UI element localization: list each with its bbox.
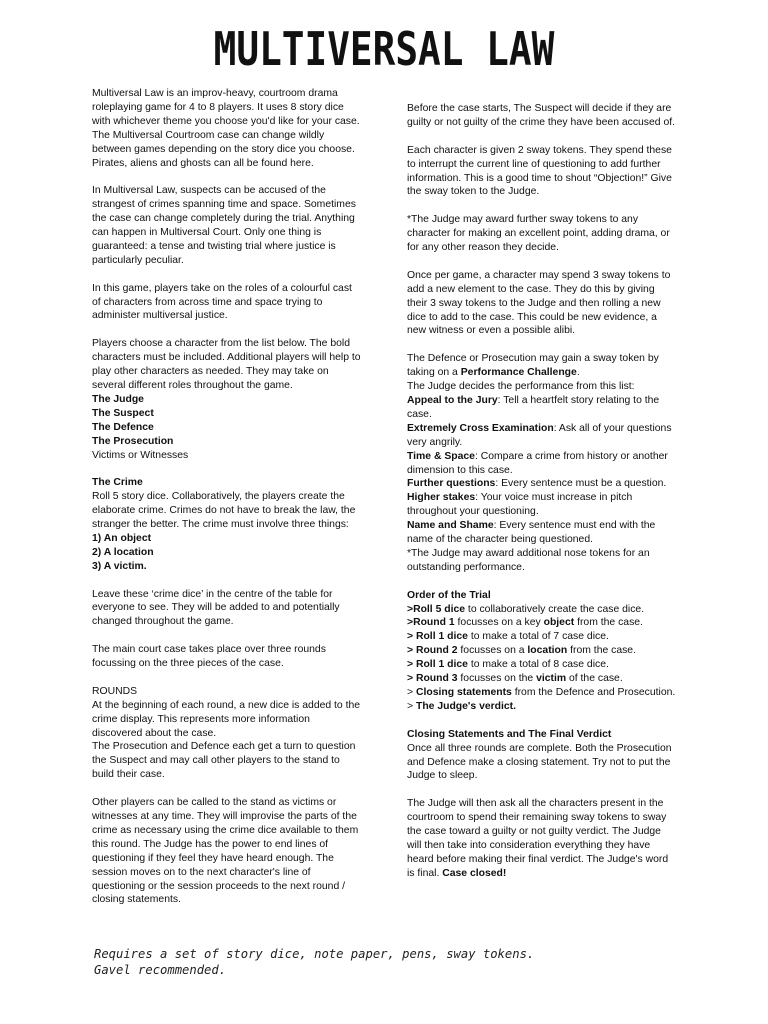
challenge-item (407, 477, 677, 491)
challenge-name: Higher stakes (407, 492, 476, 504)
case-closed-text: Case closed! (442, 867, 507, 879)
order-step (407, 616, 677, 630)
closing-statements-term: Closing statements (415, 686, 512, 698)
order-step-focus: location (527, 645, 568, 657)
performance-challenge-term: Performance Challenge (460, 367, 577, 379)
crime-item-object: 1) An object (92, 532, 152, 544)
order-step-action: > Roll 1 dice (407, 659, 468, 671)
challenge-text: : Tell a heartfelt story relating to the case. (407, 394, 660, 420)
final-verdict-heading: Closing Statements and The Final Verdict (407, 728, 612, 740)
order-step (407, 672, 677, 686)
performance-intro-end: . (576, 367, 580, 379)
footer-line-2: Gavel recommended. (94, 963, 227, 977)
crime-section (92, 476, 362, 573)
right-column (407, 102, 677, 881)
crime-dice-paragraph: Leave these ‘crime dice’ in the centre of the table for everyone to see. They will be added to and potentially changed throughout the game. (92, 588, 340, 628)
order-step-text: focusses on a (457, 645, 528, 657)
order-step (407, 644, 677, 658)
order-step (407, 658, 677, 672)
order-step-action: > Round 2 (407, 645, 458, 657)
challenge-item (407, 394, 677, 422)
final-verdict-section (407, 728, 677, 784)
witness-paragraph: Other players can be called to the stand as victims or witnesses at any time. They will improvise the parts of the crime as necessary using the crime dice available to them this round. The Judge has the power to end lines of questioning if they feel they have heard enough. The session moves on to the next character's line of questioning or the session proceeds to the next round / closing statements. (92, 797, 359, 906)
roles-intro-paragraph: In this game, players take on the roles of a colourful cast of characters from across time and space trying to administer multiversal justice. (92, 282, 352, 322)
crime-text: Roll 5 story dice. Collaboratively, the players create the elaborate crime. Crimes do not have to break the law, the stranger the better. The crime must involve three things: (92, 491, 356, 531)
challenge-name: Appeal to the Jury (407, 394, 498, 406)
order-step-text: to make a total of 7 case dice. (467, 631, 609, 643)
challenge-text: : Your voice must increase in pitch throughout your questioning. (407, 492, 633, 518)
final-verdict-paragraph (407, 797, 677, 880)
crime-item-location: 2) A location (92, 546, 154, 558)
intro-paragraph: Multiversal Law is an improv-heavy, courtroom drama roleplaying game for 4 to 8 players. It uses 8 story dice with whichever theme you choose you'd like for your case. The Multiversal Courtroom case can change wildly between games depending on the story dice you choose. Pirates, aliens and ghosts can all be found here. (92, 88, 360, 169)
order-step-action: > Round 3 (407, 673, 458, 685)
challenge-name: Further questions (407, 478, 496, 490)
performance-intro (407, 352, 677, 380)
suspects-paragraph: In Multiversal Law, suspects can be accused of the strangest of crimes spanning time and space. Sometimes the case can change completely during the trial. Anything can happen in Multiversal Court. Only one thing is guaranteed: a tense and twisting trial where justice is particularly peculiar. (92, 185, 356, 266)
challenge-name: Time & Space (407, 450, 475, 462)
challenge-text: : Ask all of your questions very angrily. (407, 422, 672, 448)
order-step-prefix: > (407, 686, 416, 698)
order-step (407, 603, 677, 617)
rounds-text: At the beginning of each round, a new dice is added to the crime display. This represents more information discovered about the case. (92, 699, 361, 739)
order-step-text-end: from the case. (567, 645, 636, 657)
crime-item-victim: 3) A victim. (92, 560, 147, 572)
judge-verdict-term: The Judge's verdict. (415, 700, 517, 712)
order-step (407, 630, 677, 644)
page-title: MULTIVERSAL LAW (213, 22, 555, 76)
role-optional: Victims or Witnesses (92, 449, 189, 461)
role-suspect: The Suspect (92, 407, 154, 419)
rounds-section (92, 685, 362, 782)
challenge-item (407, 491, 677, 519)
order-step-prefix: > (407, 700, 416, 712)
final-verdict-paragraph-text: The Judge will then ask all the characters present in the courtroom to spend their remaining sway tokens to sway the case toward a guilty or not guilty verdict. The Judge will then take into consideration everything they have heard before making their final verdict. The Judge's word is final. (407, 798, 669, 879)
order-step-action: > Roll 1 dice (407, 631, 468, 643)
main-case-paragraph: The main court case takes place over three rounds focussing on the three pieces of the case. (92, 644, 326, 670)
order-step-text-end: of the case. (566, 673, 623, 685)
judge-award-paragraph: *The Judge may award further sway tokens to any character for making an excellent point, adding drama, or for any other reason they decide. (407, 214, 670, 254)
challenge-name: Name and Shame (407, 520, 494, 532)
sway-tokens-paragraph: Each character is given 2 sway tokens. They spend these to interrupt the current line of questioning to add further information. This is a good time to shout “Objection!” Give the sway token to the Judge. (407, 144, 672, 198)
order-step-focus: object (543, 617, 575, 629)
left-column (92, 87, 362, 907)
challenge-item (407, 450, 677, 478)
order-step-text: to collaboratively create the case dice. (465, 603, 645, 615)
crime-heading: The Crime (92, 477, 143, 489)
challenge-text: : Every sentence must end with the name of the character being questioned. (407, 520, 656, 546)
challenge-text: : Every sentence must be a question. (495, 478, 667, 490)
footer-note (94, 946, 694, 978)
rounds-text-2: The Prosecution and Defence each get a turn to question the Suspect and may call other players to the stand to build their case. (92, 741, 356, 781)
nose-token-note: *The Judge may award additional nose tokens for an outstanding performance. (407, 547, 650, 573)
rounds-heading: ROUNDS (92, 685, 138, 697)
footer-line-1: Requires a set of story dice, note paper, pens, sway tokens. (94, 947, 535, 961)
order-step-closing (407, 686, 677, 700)
role-prosecution: The Prosecution (92, 435, 174, 447)
suspect-decision-paragraph: Before the case starts, The Suspect will decide if they are guilty or not guilty of the crime they have been accused of. (407, 103, 676, 128)
role-defence: The Defence (92, 421, 154, 433)
performance-intro-text: The Defence or Prosecution may gain a sway token by taking on a (407, 353, 659, 379)
order-step-action: >Round 1 (407, 617, 455, 629)
challenge-item (407, 422, 677, 450)
performance-section (407, 352, 677, 575)
character-list-block (92, 337, 362, 462)
order-step-text: to make a total of 8 case dice. (467, 659, 609, 671)
order-step-text: from the Defence and Prosecution. (511, 686, 676, 698)
order-section (407, 589, 677, 714)
new-element-paragraph: Once per game, a character may spend 3 sway tokens to add a new element to the case. They do this by giving their 3 sway tokens to the Judge and then rolling a new dice to add to the case. This could be new evidence, a new witness or even a possible alibi. (407, 269, 671, 337)
order-step-text-end: from the case. (574, 617, 643, 629)
challenge-item (407, 519, 677, 547)
final-verdict-text: Once all three rounds are complete. Both the Prosecution and Defence make a closing statement. Try not to put the Judge to sleep. (407, 742, 672, 782)
character-list-paragraph: Players choose a character from the list below. The bold characters must be included. Additional players will help to play other characters as needed. They may take on several different roles throughout the game. (92, 338, 361, 391)
order-step-focus: victim (536, 673, 567, 685)
order-step-action: >Roll 5 dice (407, 603, 466, 615)
performance-decides: The Judge decides the performance from this list: (407, 381, 635, 393)
challenge-text: : Compare a crime from history or another dimension to this case. (407, 450, 668, 476)
role-judge: The Judge (92, 393, 144, 405)
order-heading: Order of the Trial (407, 589, 491, 601)
challenge-name: Extremely Cross Examination (407, 422, 554, 434)
order-step-verdict (407, 700, 677, 714)
order-step-text: focusses on a key (454, 617, 544, 629)
order-step-text: focusses on the (457, 673, 537, 685)
